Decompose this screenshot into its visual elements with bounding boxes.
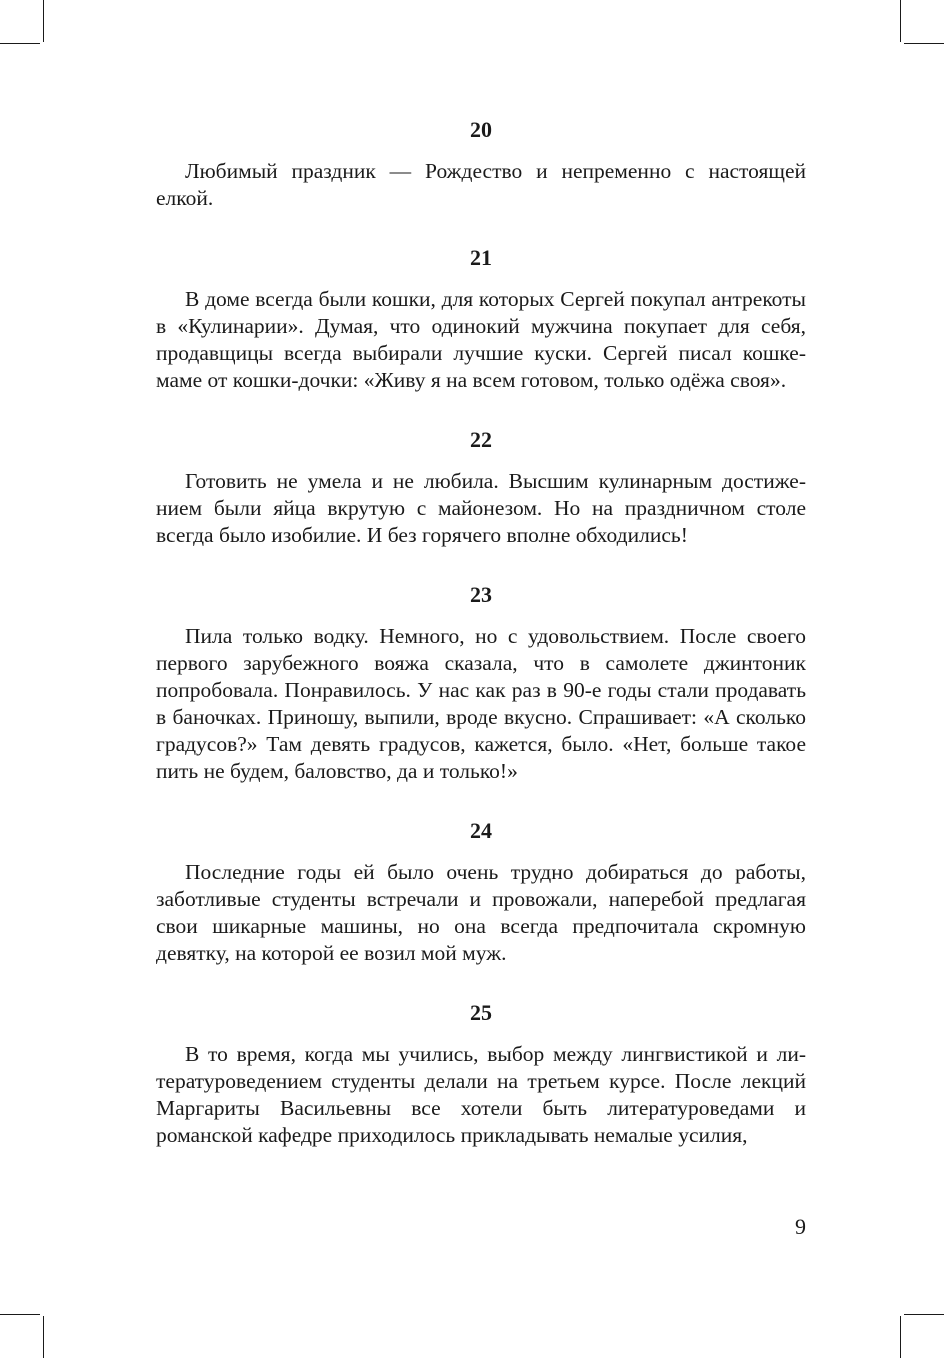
section-20 (156, 110, 806, 212)
crop-mark-top-right-horizontal (904, 43, 944, 44)
section-24 (156, 811, 806, 967)
crop-mark-bottom-right-vertical (900, 1316, 901, 1358)
crop-mark-bottom-left-horizontal (0, 1314, 40, 1315)
crop-mark-top-left-vertical (43, 0, 44, 42)
section-paragraph: Любимый праздник — Рождество и непременно с настоящей елкой. (156, 159, 806, 210)
crop-mark-bottom-left-vertical (43, 1316, 44, 1358)
section-23 (156, 575, 806, 785)
section-21 (156, 238, 806, 394)
section-paragraph: Последние годы ей было очень трудно добираться до работы, заботливые студенты встречали и провожали, наперебой предлагая свои шикарные машины, но она всегда предпочитала скромную девятку, на которой ее возил мой муж. (156, 860, 806, 965)
crop-mark-top-right-vertical (900, 0, 901, 42)
section-number: 25 (470, 1000, 492, 1025)
page-body (156, 110, 806, 1175)
page-number: 9 (795, 1214, 806, 1239)
section-paragraph: В доме всегда были кошки, для которых Сергей покупал антрекоты в «Кулинарии». Думая, что одинокий мужчина покупает для себя, продавщицы всегда выбирали лучшие куски. Сергей писал кошке-маме от кошки-дочки: «Живу я на всем готовом, только одёжа своя». (156, 287, 806, 392)
section-number: 23 (470, 582, 492, 607)
section-paragraph: В то время, когда мы учились, выбор между лингвистикой и литературоведением студенты делали на третьем курсе. После лекций Маргариты Васильевны все хотели быть литературоведами и романской кафедре приходилось прикладывать немалые усилия, (156, 1042, 806, 1147)
section-number: 20 (470, 117, 492, 142)
section-number: 21 (470, 245, 492, 270)
section-number: 22 (470, 427, 492, 452)
section-number: 24 (470, 818, 492, 843)
crop-mark-top-left-horizontal (0, 43, 40, 44)
section-22 (156, 420, 806, 549)
section-paragraph: Пила только водку. Немного, но с удовольствием. После своего первого зарубежного вояжа сказала, что в самолете джинтоник попробовала. Понравилось. У нас как раз в 90-е годы стали продавать в баночках. Приношу, выпили, вроде вкусно. Спрашивает: «А сколько градусов?» Там девять градусов, кажется, было. «Нет, больше такое пить не будем, баловство, да и только!» (156, 624, 806, 783)
crop-mark-bottom-right-horizontal (904, 1314, 944, 1315)
section-paragraph: Готовить не умела и не любила. Высшим кулинарным достижением были яйца вкрутую с майонезом. Но на праздничном столе всегда было изобилие. И без горячего вполне обходились! (156, 469, 806, 547)
section-25 (156, 993, 806, 1149)
